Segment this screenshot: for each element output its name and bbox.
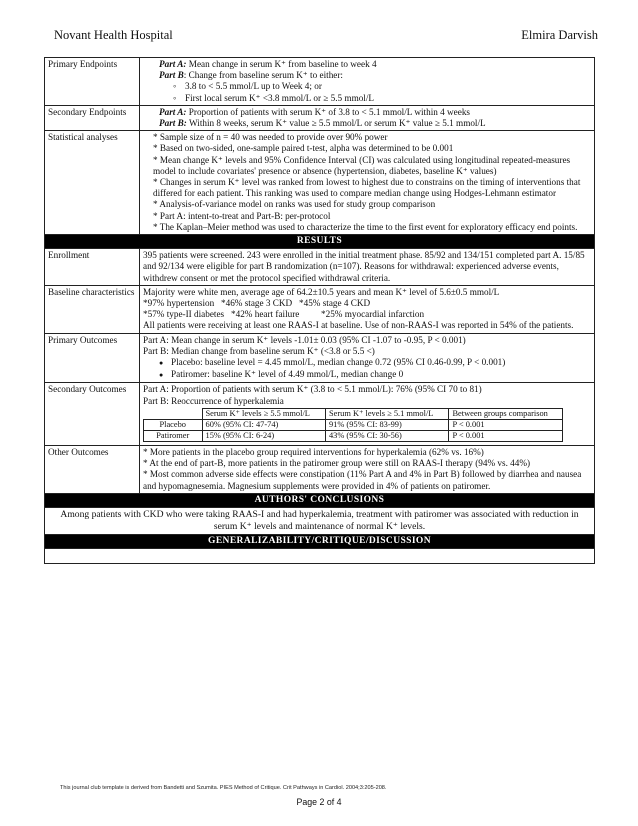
stat-item: * Sample size of n = 40 was needed to provide over 90% power <box>153 132 388 143</box>
label-secondary-outcomes: Secondary Outcomes <box>45 383 140 445</box>
row-baseline <box>45 285 595 333</box>
se-a-text: Proportion of patients with serum K⁺ of 3.8 to < 5.1 mmol/L within 4 weeks <box>186 106 470 117</box>
so-line1: Part A: Proportion of patients with serum K⁺ (3.8 to < 5.1 mmol/L): 76% (95% CI 70 to 81) <box>143 384 482 395</box>
row-secondary-endpoints <box>45 105 595 130</box>
row-secondary-outcomes <box>45 383 595 445</box>
content-primary-endpoints <box>140 58 595 106</box>
table-header-cell: Serum K⁺ levels ≥ 5.5 mmol/L <box>202 408 325 419</box>
table-row <box>144 430 563 441</box>
footer-note: This journal club template is derived from Bandetti and Szumita. PIES Method of Critique. Crit Pathways in Cardiol. 2004;3:205-208. <box>60 785 387 791</box>
row-generalizability-empty <box>45 549 595 564</box>
stat-item: * Based on two-sided, one-sample paired t-test, alpha was determined to be 0.001 <box>153 143 454 154</box>
table-cell: 15% (95% CI: 6-24) <box>202 430 325 441</box>
po-bullet: Patiromer: baseline K⁺ level of 4.49 mmol/L, median change 0 <box>171 369 404 380</box>
label-primary-outcomes: Primary Outcomes <box>45 333 140 383</box>
table-header-cell: Serum K⁺ levels ≥ 5.1 mmol/L <box>325 408 448 419</box>
row-primary-outcomes <box>45 333 595 383</box>
pe-a-text: Mean change in serum K⁺ from baseline to week 4 <box>186 59 377 69</box>
se-b-text: Within 8 weeks, serum K⁺ value ≥ 5.5 mmol/L or serum K⁺ value ≥ 5.1 mmol/L <box>186 118 486 129</box>
content-baseline <box>140 285 595 333</box>
dot-bullet-icon: ● <box>159 359 164 368</box>
label-baseline: Baseline characteristics <box>45 285 140 333</box>
baseline-row2 <box>143 309 591 320</box>
se-a-label: Part A: <box>159 106 187 117</box>
table-cell: 43% (95% CI: 30-56) <box>325 430 448 441</box>
dot-bullet-icon: ● <box>159 371 164 380</box>
baseline-row1 <box>143 298 591 309</box>
generalizability-content <box>45 549 595 564</box>
label-primary-endpoints: Primary Endpoints <box>45 58 140 106</box>
stat-item: * Part A: intent-to-treat and Part-B: per-protocol <box>153 210 331 221</box>
pe-item: 3.8 to < 5.5 mmol/L up to Week 4; or <box>185 81 322 92</box>
table-cell: 91% (95% CI: 83-99) <box>325 419 448 430</box>
row-generalizability-header <box>45 534 595 548</box>
table-header-cell <box>144 408 203 419</box>
row-results-header <box>45 235 595 249</box>
so-line2: Part B: Reoccurrence of hyperkalemia <box>143 395 284 406</box>
label-statistical-analyses: Statistical analyses <box>45 131 140 235</box>
po-bullet: Placebo: baseline level = 4.45 mmol/L, median change 0.72 (95% CI 0.46-0.99, P < 0.001) <box>171 357 506 368</box>
row-conclusions-header <box>45 493 595 507</box>
table-row <box>144 419 563 430</box>
baseline-line4: All patients were receiving at least one RAAS-I at baseline. Use of non-RAAS-I was reported in 54% of the patients. <box>143 320 574 331</box>
se-b-label: Part B: <box>159 118 187 129</box>
baseline-stat: *25% myocardial infarction <box>321 309 425 320</box>
row-other-outcomes <box>45 445 595 493</box>
stat-item: * Changes in serum K⁺ level was ranked from lowest to highest due to constrains on the timing of interventions that differed for each patient. This ranking was used to compare median change using Hodges-Lehmann estimator <box>153 177 581 199</box>
baseline-stat: *45% stage 4 CKD <box>299 298 371 309</box>
table-cell: P < 0.001 <box>449 419 563 430</box>
table-cell: P < 0.001 <box>449 430 563 441</box>
circle-bullet-icon: ◦ <box>173 92 177 103</box>
stat-item: * Mean change K⁺ levels and 95% Confidence Interval (CI) was calculated using longitudinal repeated-measures model to include covariates' presence or absence (hypertension, diabetes, baseline K⁺ values) <box>153 154 571 176</box>
baseline-stat: *57% type-II diabetes <box>143 309 225 320</box>
other-item: * At the end of part-B, more patients in the patiromer group were still on RAAS-I therapy (94% vs. 44%) <box>143 458 531 469</box>
stat-item: * The Kaplan–Meier method was used to characterize the time to the first event for exploratory efficacy end points. <box>153 221 578 232</box>
stat-item: * Analysis-of-variance model on ranks was used for study group comparison <box>153 199 436 210</box>
label-enrollment: Enrollment <box>45 249 140 286</box>
reoccurrence-table <box>143 408 563 442</box>
po-line2: Part B: Median change from baseline serum K⁺ (<3.8 or 5.5 <) <box>143 345 375 356</box>
header-hospital: Novant Health Hospital <box>54 28 173 42</box>
page-header <box>40 28 598 46</box>
other-item: * Most common adverse side effects were constipation (11% Part A and 4% in Part B) followed by diarrhea and nausea and hypomagnesemia. Magnesium supplements were provided in 4% of patients on patiromer. <box>143 469 582 491</box>
baseline-line1: Majority were white men, average age of 64.2±10.5 years and mean K⁺ level of 5.6±0.5 mmol/L <box>143 286 500 297</box>
other-item: * More patients in the placebo group required interventions for hyperkalemia (62% vs. 16%) <box>143 446 484 457</box>
pe-item: First local serum K⁺ <3.8 mmol/L or ≥ 5.5 mmol/L <box>185 92 375 103</box>
content-statistical-analyses <box>140 131 595 235</box>
table-cell: Placebo <box>144 419 203 430</box>
pe-b-label: Part B <box>159 70 184 81</box>
header-author: Elmira Darvish <box>521 28 598 42</box>
table-header-cell: Between groups comparison <box>449 408 563 419</box>
results-title: RESULTS <box>45 235 595 249</box>
content-secondary-endpoints <box>140 105 595 130</box>
conclusions-title: AUTHORS' CONCLUSIONS <box>45 493 595 507</box>
table-header-row <box>144 408 563 419</box>
content-primary-outcomes <box>140 333 595 383</box>
pe-b-text: : Change from baseline serum K⁺ to either: <box>183 70 343 81</box>
baseline-stat: *46% stage 3 CKD <box>221 298 293 309</box>
content-enrollment: 395 patients were screened. 243 were enrolled in the initial treatment phase. 85/92 and 134/151 completed part A. 15/85 and 92/134 were eligible for part B randomization (n=107). Reasons for withdrawal: experienced adverse events, withdrew consent or met the protocol specified withdrawal criteria. <box>140 249 595 286</box>
pe-a-label: Part A: <box>159 59 187 69</box>
po-line1: Part A: Mean change in serum K⁺ levels -1.01± 0.03 (95% CI -1.07 to -0.95, P < 0.001) <box>143 334 466 345</box>
table-cell: 60% (95% CI: 47-74) <box>202 419 325 430</box>
page-number: Page 2 of 4 <box>296 797 342 807</box>
journal-club-table <box>44 57 595 564</box>
row-statistical-analyses <box>45 131 595 235</box>
content-other-outcomes <box>140 445 595 493</box>
label-secondary-endpoints: Secondary Endpoints <box>45 105 140 130</box>
table-cell: Patiromer <box>144 430 203 441</box>
label-other-outcomes: Other Outcomes <box>45 445 140 493</box>
baseline-stat: *42% heart failure <box>231 309 300 320</box>
row-conclusion <box>45 507 595 534</box>
conclusion-text: Among patients with CKD who were taking RAAS-I and had hyperkalemia, treatment with patiromer was associated with reduction in serum K⁺ levels and maintenance of normal K⁺ levels. <box>45 507 595 534</box>
row-primary-endpoints <box>45 58 595 106</box>
baseline-stat: *97% hypertension <box>143 298 215 309</box>
row-enrollment <box>45 249 595 286</box>
circle-bullet-icon: ◦ <box>173 81 177 92</box>
generalizability-title: GENERALIZABILITY/CRITIQUE/DISCUSSION <box>45 534 595 548</box>
content-secondary-outcomes <box>140 383 595 445</box>
